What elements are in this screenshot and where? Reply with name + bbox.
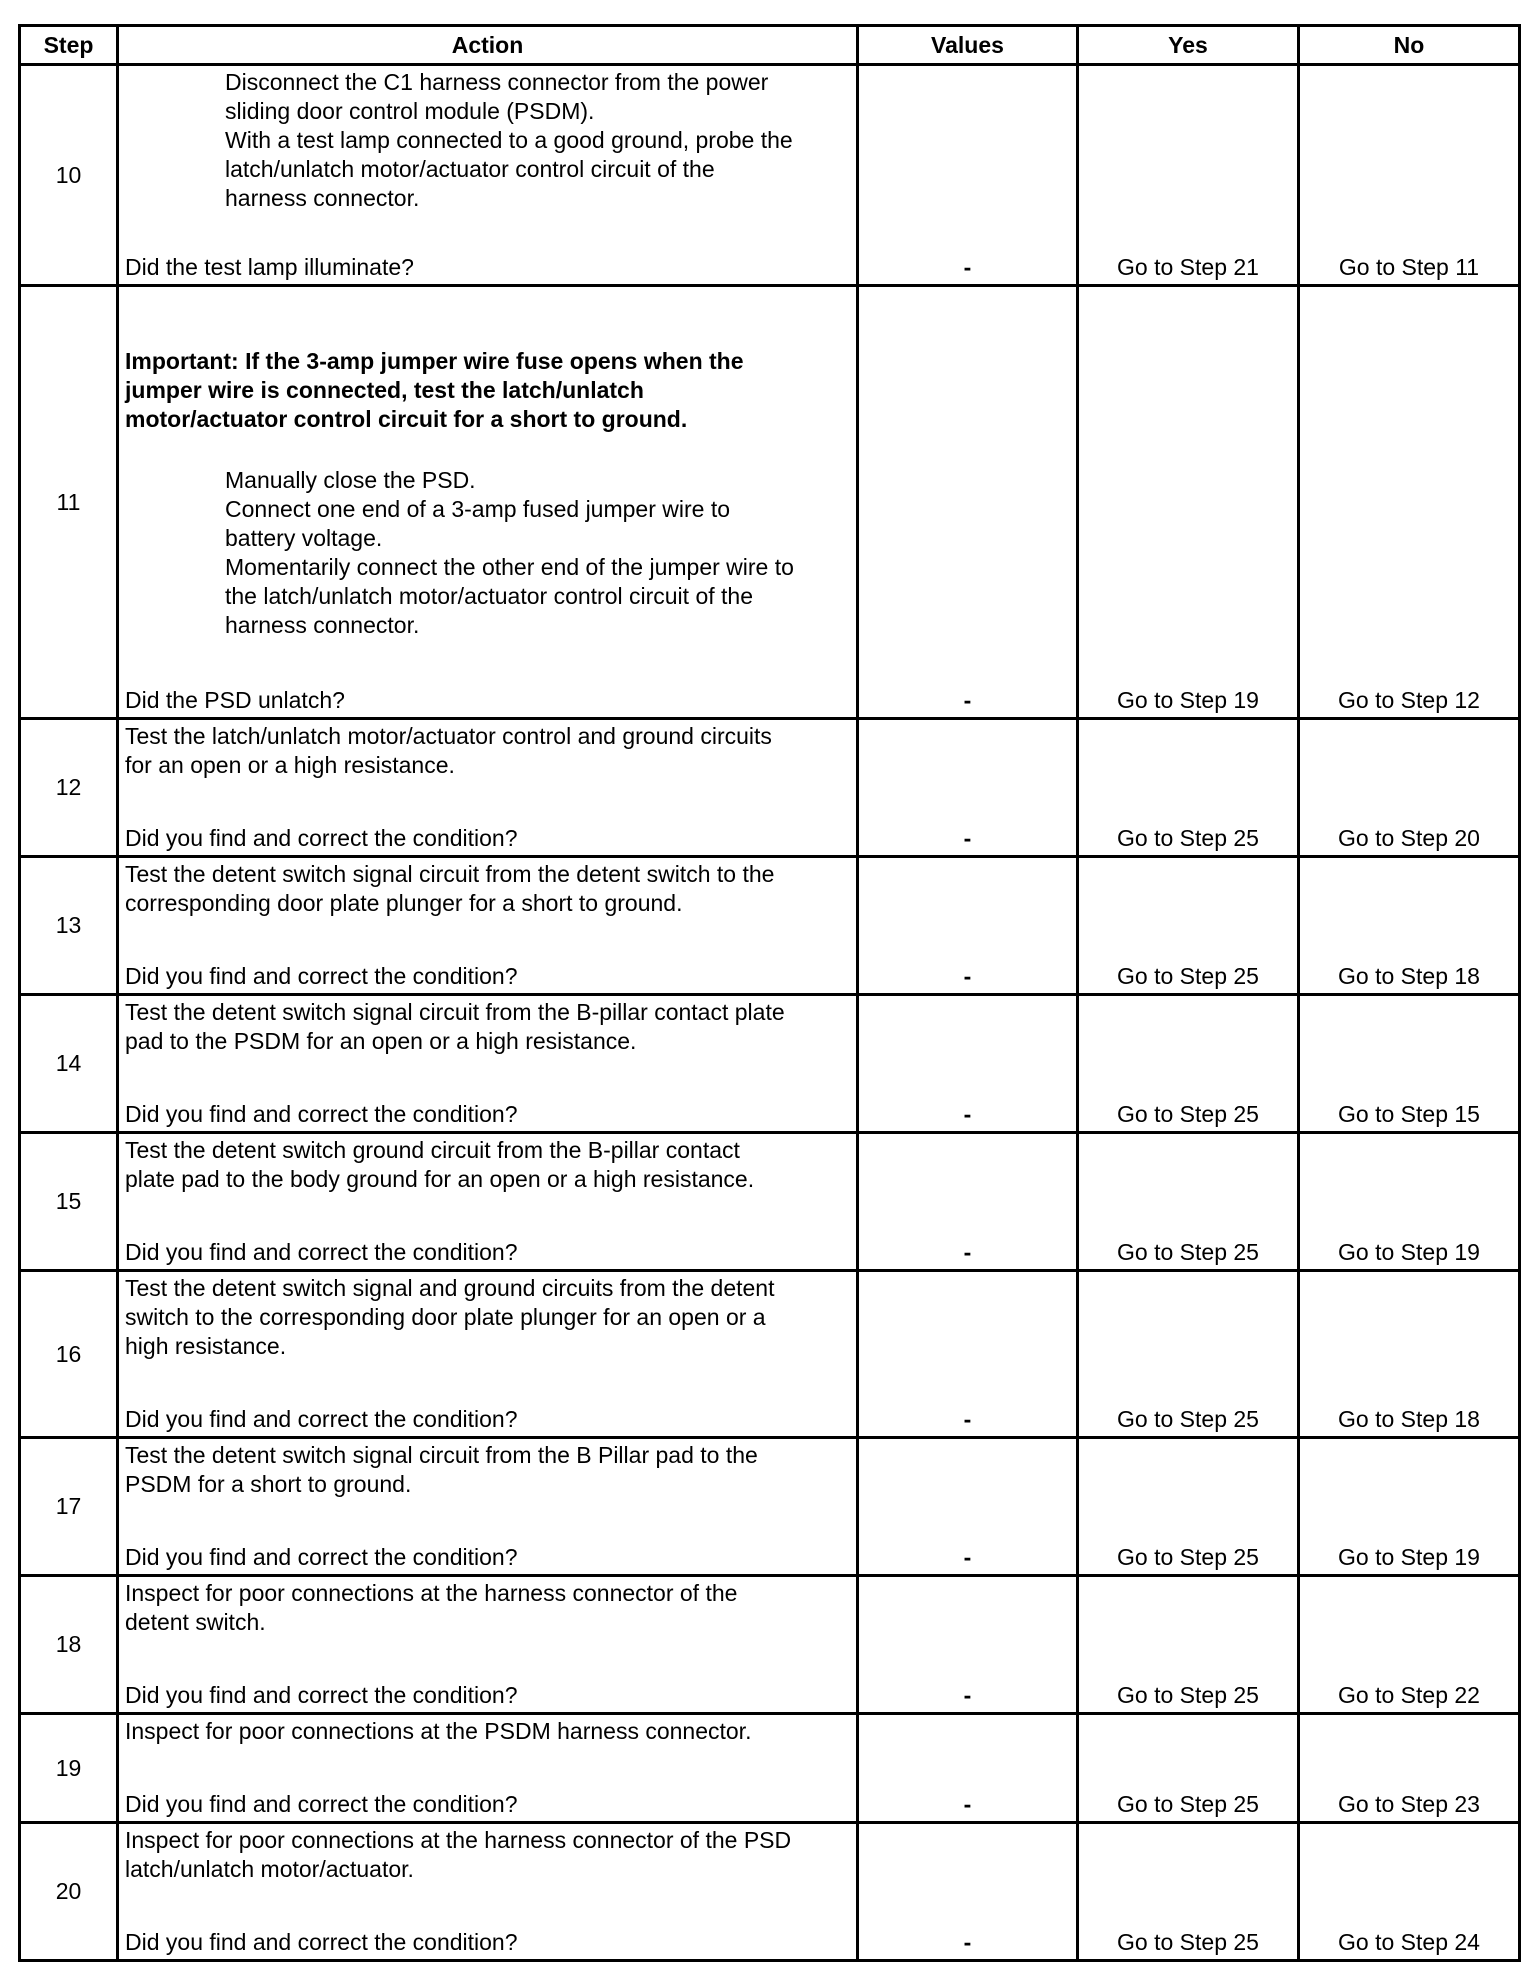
yes-cell: Go to Step 19 [1078, 286, 1299, 719]
header-values: Values [858, 26, 1078, 65]
table-row [20, 1271, 1520, 1438]
yes-cell: Go to Step 25 [1078, 1714, 1299, 1823]
step-number: 19 [20, 1714, 118, 1823]
yes-cell: Go to Step 25 [1078, 1271, 1299, 1438]
action-question: Did you find and correct the condition? [125, 825, 518, 851]
action-cell [118, 995, 858, 1133]
action-cell [118, 286, 858, 719]
no-cell: Go to Step 20 [1299, 719, 1520, 857]
yes-cell: Go to Step 25 [1078, 1438, 1299, 1576]
no-cell: Go to Step 24 [1299, 1823, 1520, 1961]
header-action: Action [118, 26, 858, 65]
table-row [20, 995, 1520, 1133]
values-cell: - [858, 995, 1078, 1133]
values-cell: - [858, 1271, 1078, 1438]
yes-cell: Go to Step 25 [1078, 857, 1299, 995]
values-cell: - [858, 1438, 1078, 1576]
table-row [20, 857, 1520, 995]
no-cell: Go to Step 18 [1299, 857, 1520, 995]
header-yes: Yes [1078, 26, 1299, 65]
step-number: 12 [20, 719, 118, 857]
action-cell [118, 1271, 858, 1438]
table-row [20, 1133, 1520, 1271]
action-description: Test the detent switch signal circuit from the detent switch to the corresponding door plate plunger for a short to ground. [125, 861, 775, 916]
action-description: Inspect for poor connections at the harness connector of the detent switch. [125, 1580, 738, 1635]
action-question: Did the test lamp illuminate? [125, 254, 414, 280]
step-number: 11 [20, 286, 118, 719]
no-cell: Go to Step 11 [1299, 65, 1520, 286]
action-question: Did you find and correct the condition? [125, 1101, 518, 1127]
step-number: 13 [20, 857, 118, 995]
step-number: 14 [20, 995, 118, 1133]
important-note: Important: If the 3-amp jumper wire fuse opens when the jumper wire is connected, test the latch/unlatch motor/actuator control circuit for a short to ground. [125, 348, 744, 432]
action-question: Did you find and correct the condition? [125, 1406, 518, 1432]
yes-cell: Go to Step 25 [1078, 1576, 1299, 1714]
action-description: Test the detent switch signal circuit from the B-pillar contact plate pad to the PSDM for an open or a high resistance. [125, 999, 785, 1054]
diagnostic-table [18, 24, 1521, 1962]
action-description: Inspect for poor connections at the harness connector of the PSD latch/unlatch motor/actuator. [125, 1827, 792, 1882]
step-number: 17 [20, 1438, 118, 1576]
table-row [20, 286, 1520, 719]
values-cell: - [858, 719, 1078, 857]
action-description: Test the detent switch ground circuit from the B-pillar contact plate pad to the body ground for an open or a high resistance. [125, 1137, 755, 1192]
table-row [20, 65, 1520, 286]
no-cell: Go to Step 22 [1299, 1576, 1520, 1714]
step-number: 15 [20, 1133, 118, 1271]
step-number: 10 [20, 65, 118, 286]
action-cell [118, 1576, 858, 1714]
step-number: 20 [20, 1823, 118, 1961]
values-cell: - [858, 857, 1078, 995]
action-cell [118, 1823, 858, 1961]
yes-cell: Go to Step 21 [1078, 65, 1299, 286]
values-cell: - [858, 1576, 1078, 1714]
action-cell [118, 65, 858, 286]
table-row [20, 719, 1520, 857]
action-question: Did you find and correct the condition? [125, 1791, 518, 1817]
yes-cell: Go to Step 25 [1078, 1823, 1299, 1961]
yes-cell: Go to Step 25 [1078, 719, 1299, 857]
action-description: Test the latch/unlatch motor/actuator control and ground circuits for an open or a high resistance. [125, 723, 772, 778]
action-cell [118, 857, 858, 995]
table-row [20, 1576, 1520, 1714]
values-cell: - [858, 65, 1078, 286]
step-number: 16 [20, 1271, 118, 1438]
action-cell [118, 1714, 858, 1823]
values-cell: - [858, 1714, 1078, 1823]
action-instructions: Manually close the PSD. Connect one end of a 3-amp fused jumper wire to battery voltage. Momentarily connect the other end of the jumper wire to the latch/unlatch motor/actuator control circuit of the harness connector. [225, 467, 794, 638]
no-cell: Go to Step 19 [1299, 1133, 1520, 1271]
step-number: 18 [20, 1576, 118, 1714]
values-cell: - [858, 286, 1078, 719]
no-cell: Go to Step 18 [1299, 1271, 1520, 1438]
header-step: Step [20, 26, 118, 65]
no-cell: Go to Step 12 [1299, 286, 1520, 719]
action-question: Did you find and correct the condition? [125, 1239, 518, 1265]
action-question: Did you find and correct the condition? [125, 1682, 518, 1708]
action-cell [118, 1133, 858, 1271]
action-question: Did you find and correct the condition? [125, 1544, 518, 1570]
no-cell: Go to Step 15 [1299, 995, 1520, 1133]
no-cell: Go to Step 19 [1299, 1438, 1520, 1576]
values-cell: - [858, 1823, 1078, 1961]
action-description: Inspect for poor connections at the PSDM harness connector. [125, 1718, 752, 1744]
header-row [20, 26, 1520, 65]
yes-cell: Go to Step 25 [1078, 995, 1299, 1133]
action-question: Did you find and correct the condition? [125, 1929, 518, 1955]
action-description: Test the detent switch signal and ground circuits from the detent switch to the corresponding door plate plunger for an open or a high resistance. [125, 1275, 775, 1359]
action-instructions: Disconnect the C1 harness connector from the power sliding door control module (PSDM). With a test lamp connected to a good ground, probe the latch/unlatch motor/actuator control circuit of the harness connector. [225, 69, 793, 211]
action-description: Test the detent switch signal circuit from the B Pillar pad to the PSDM for a short to ground. [125, 1442, 758, 1497]
values-cell: - [858, 1133, 1078, 1271]
yes-cell: Go to Step 25 [1078, 1133, 1299, 1271]
no-cell: Go to Step 23 [1299, 1714, 1520, 1823]
table-row [20, 1823, 1520, 1961]
header-no: No [1299, 26, 1520, 65]
table-row [20, 1714, 1520, 1823]
action-cell [118, 1438, 858, 1576]
action-question: Did the PSD unlatch? [125, 687, 345, 713]
action-question: Did you find and correct the condition? [125, 963, 518, 989]
table-row [20, 1438, 1520, 1576]
action-cell [118, 719, 858, 857]
